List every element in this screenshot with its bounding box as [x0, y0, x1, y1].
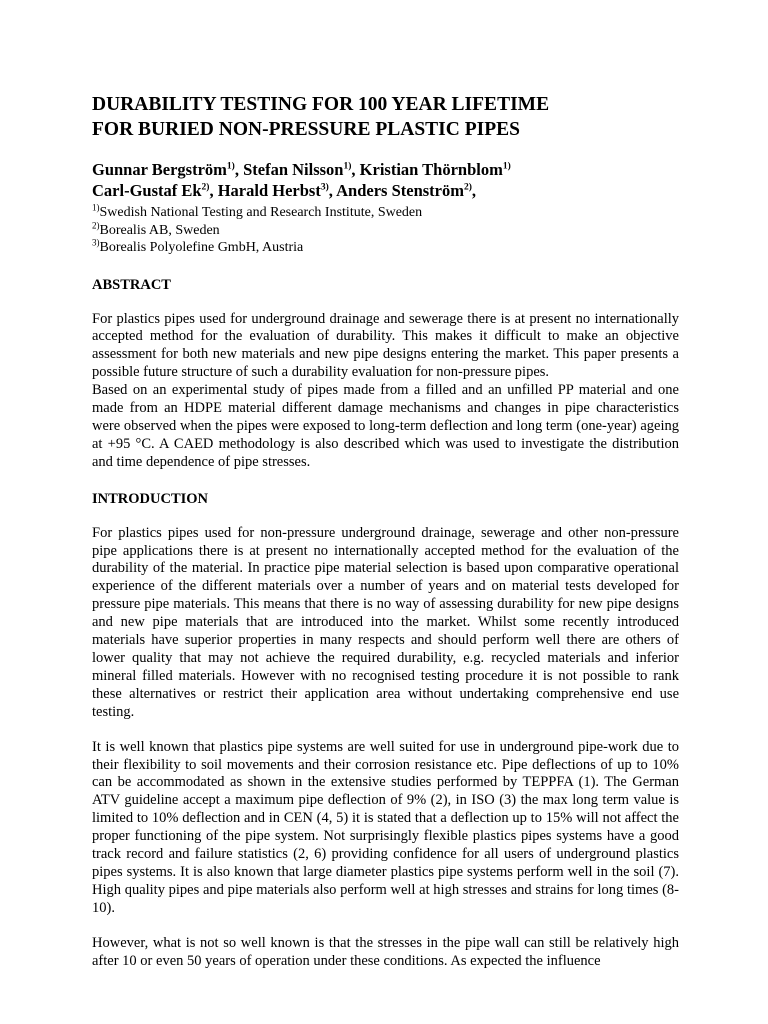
author-affiliation-mark: 1)	[502, 161, 511, 172]
abstract-paragraph-2: Based on an experimental study of pipes made from a filled and an unfilled PP material and one made from an HDPE material different damage mechanisms and changes in pipe characteristics were observed when the pipes were exposed to long-term deflection and long term (one-year) ageing at +95 °C. A CAED methodology is also described which was used to investigate the distribution and time dependence of pipe stresses.	[92, 382, 679, 470]
author-affiliation-mark: 1)	[226, 161, 235, 172]
author-affiliation-mark: 3)	[320, 182, 329, 193]
affiliation-item	[92, 239, 679, 257]
author-name: Kristian Thörnblom	[359, 160, 503, 179]
author-affiliation-mark: 2)	[201, 182, 210, 193]
author-name: Harald Herbst	[217, 181, 321, 200]
affiliation-text: Borealis AB, Sweden	[99, 222, 220, 238]
author-list	[92, 159, 679, 201]
author-name: Carl-Gustaf Ek	[92, 181, 202, 200]
affiliation-mark: 3)	[92, 237, 100, 248]
paper-title	[92, 92, 679, 142]
author-line-1: Gunnar Bergström$^{1)}$, Stefan Nilsson$^{1)}$, Kristian Thörnblom$^{1)}$	[92, 160, 511, 179]
abstract-heading: ABSTRACT	[92, 276, 171, 293]
introduction-paragraph-1: For plastics pipes used for non-pressure underground drainage, sewerage and other non-pressure pipe applications there is at present no internationally accepted method for the evaluation of the durability of the material. In practice pipe material selection is based upon comparative operational experience of the different materials over a number of years and on material tests developed for pressure pipe materials. This means that there is no way of assessing durability for new pipe designs and new pipe materials that are introduced into the market. Whilst some recently introduced materials have superior properties in many respects and should perform well there are others of lower quality that may not achieve the required durability, e.g. recycled materials and inferior mineral filled materials. However with no recognised testing procedure it is not possible to rank these alternatives or restrict their application area without undertaking comprehensive end use testing.	[92, 524, 679, 720]
author-name: Gunnar Bergström	[92, 160, 227, 179]
introduction-paragraph-3: However, what is not so well known is that the stresses in the pipe wall can still be relatively high after 10 or even 50 years of operation under these conditions. As expected the influence	[92, 934, 679, 969]
affiliation-item	[92, 204, 679, 222]
author-affiliation-mark: 1)	[343, 161, 352, 172]
introduction-paragraph-2: It is well known that plastics pipe systems are well suited for use in underground pipe-work due to their flexibility to soil movements and their corrosion resistance etc. Pipe deflections of up to 10% can be accommodated as shown in the extensive studies performed by TEPPFA (1). The German ATV guideline accept a maximum pipe deflection of 9% (2), in ISO (3) the max long term value is limited to 10% deflection and in CEN (4, 5) it is stated that a deflection up to 15% will not affect the proper functioning of the pipe system. Not surprisingly flexible plastics pipes systems have a good track record and failure statistics (2, 6) providing confidence for all users of underground plastics pipes systems. It is also known that large diameter plastics pipe systems perform well in the soil (7). High quality pipes and pipe materials also perform well at high stresses and strains for long times (8-10).	[92, 738, 679, 916]
affiliation-mark: 1)	[92, 202, 100, 213]
affiliation-text: Borealis Polyolefine GmbH, Austria	[99, 240, 304, 255]
abstract-paragraph-1: For plastics pipes used for underground drainage and sewerage there is at present no internationally accepted method for the evaluation of durability. This makes it difficult to make an objective assessment for both new materials and new pipe designs entering the market. This paper presents a possible future structure of such a durability evaluation for non-pressure pipes.	[92, 310, 679, 381]
author-affiliation-mark: 2)	[463, 182, 472, 193]
paper-content	[92, 92, 679, 971]
title-line-2: FOR BURIED NON-PRESSURE PLASTIC PIPES	[92, 119, 520, 140]
affiliation-text: Swedish National Testing and Research Institute, Sweden	[99, 205, 423, 220]
author-line-2: Carl-Gustaf Ek$^{2)}$, Harald Herbst$^{3)}$, Anders Stenström$^{2)}$,	[92, 181, 477, 200]
author-name: Stefan Nilsson	[243, 160, 344, 179]
affiliation-mark: 2)	[92, 219, 100, 230]
affiliation-list	[92, 204, 679, 257]
author-name: Anders Stenström	[336, 181, 464, 200]
title-line-1: DURABILITY TESTING FOR 100 YEAR LIFETIME	[92, 94, 550, 115]
affiliation-item	[92, 219, 679, 240]
introduction-heading: INTRODUCTION	[92, 490, 209, 507]
